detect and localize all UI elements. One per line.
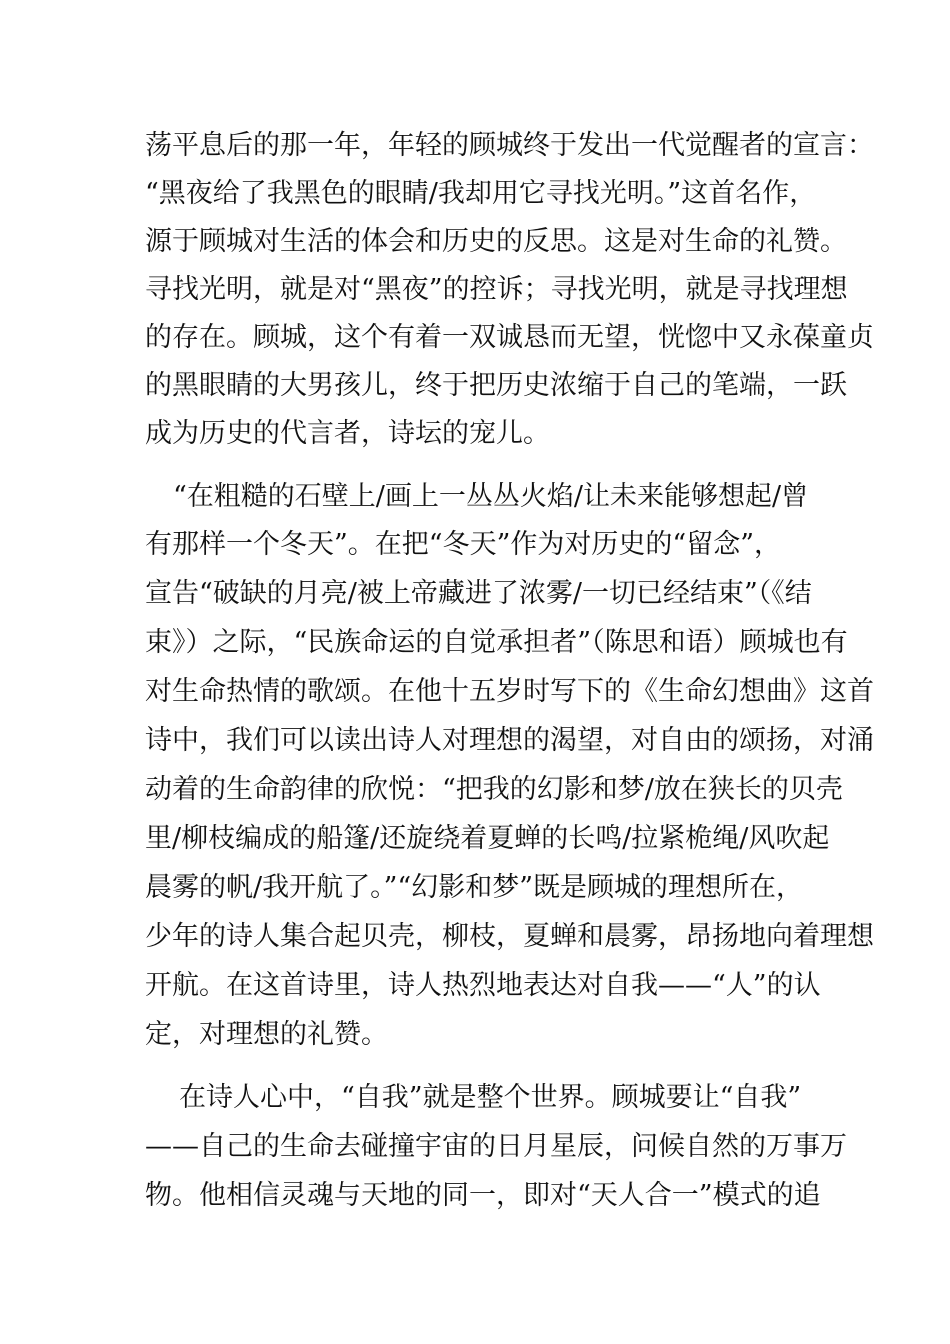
text-line: 少年的诗人集合起贝壳，柳枝，夏蝉和晨雾，昂扬地向着理想	[145, 921, 874, 952]
text-line: ——自己的生命去碰撞宇宙的日月星辰，问候自然的万事万	[145, 1131, 847, 1162]
text-line: 动着的生命韵律的欣悦：“把我的幻影和梦/放在狭长的贝壳	[145, 774, 843, 805]
text-line: 源于顾城对生活的体会和历史的反思。这是对生命的礼赞。	[145, 226, 847, 257]
text-line: 里/柳枝编成的船篷/还旋绕着夏蝉的长鸣/拉紧桅绳/风吹起	[145, 823, 830, 854]
text-line: 束》）之际，“民族命运的自觉承担者”（陈思和语）顾城也有	[145, 627, 848, 658]
text-line: “黑夜给了我黑色的眼睛/我却用它寻找光明。”这首名作，	[145, 178, 817, 209]
text-line: 宣告“破缺的月亮/被上帝藏进了浓雾/一切已经结束”（《结	[145, 578, 812, 609]
text-line: 对生命热情的歌颂。在他十五岁时写下的《生命幻想曲》这首	[145, 676, 874, 707]
text-line: 晨雾的帆/我开航了。”“幻影和梦”既是顾城的理想所在，	[145, 872, 804, 903]
text-line: 的黑眼睛的大男孩儿，终于把历史浓缩于自己的笔端，一跃	[145, 370, 847, 401]
text-line: 定，对理想的礼赞。	[145, 1019, 388, 1050]
text-line: 成为历史的代言者，诗坛的宠儿。	[145, 418, 550, 449]
paragraph-first-line: “在粗糙的石壁上/画上一丛丛火焰/让未来能够想起/曾	[173, 481, 809, 512]
text-line: 荡平息后的那一年，年轻的顾城终于发出一代觉醒者的宣言：	[145, 130, 874, 161]
text-line: 寻找光明，就是对“黑夜”的控诉；寻找光明，就是寻找理想	[145, 274, 848, 305]
paragraph-first-line: 在诗人心中，“自我”就是整个世界。顾城要让“自我”	[179, 1082, 802, 1113]
text-line: 诗中，我们可以读出诗人对理想的渴望，对自由的颂扬，对涌	[145, 725, 874, 756]
text-line: 的存在。顾城，这个有着一双诚恳而无望，恍惚中又永葆童贞	[145, 322, 874, 353]
text-line: 开航。在这首诗里，诗人热烈地表达对自我——“人”的认	[145, 970, 821, 1001]
text-line: 有那样一个冬天”。在把“冬天”作为对历史的“留念”，	[145, 529, 782, 560]
text-line: 物。他相信灵魂与天地的同一，即对“天人合一”模式的追	[145, 1180, 821, 1211]
